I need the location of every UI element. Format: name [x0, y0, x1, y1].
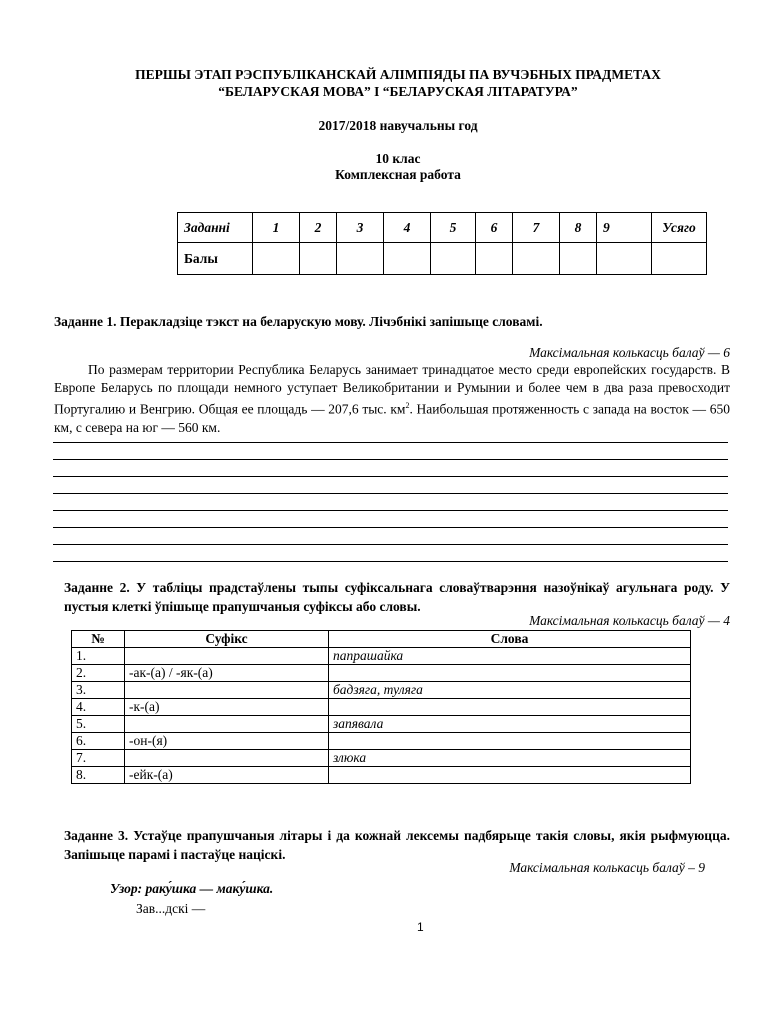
col-no: №	[72, 631, 125, 648]
task2-max-points: Максімальная колькасць балаў — 4	[529, 613, 730, 628]
points-row-label: Балы	[178, 243, 253, 275]
task3-item-1: Зав...дскі —	[136, 901, 206, 916]
row-no: 6.	[72, 733, 125, 750]
points-cell-9[interactable]	[597, 243, 652, 275]
points-cell-3[interactable]	[337, 243, 384, 275]
table-row	[72, 682, 691, 699]
row-no: 4.	[72, 699, 125, 716]
words-cell: злюка	[329, 750, 691, 767]
table-row	[72, 648, 691, 665]
suffix-cell: -он-(я)	[125, 733, 329, 750]
points-cell-7[interactable]	[513, 243, 560, 275]
score-table-header-row	[178, 213, 707, 243]
points-cell-2[interactable]	[300, 243, 337, 275]
table-row	[72, 665, 691, 682]
page-number: 1	[417, 920, 424, 934]
score-col-8: 8	[560, 213, 597, 243]
work-type: Комплексная работа	[335, 167, 461, 182]
answer-line[interactable]	[53, 459, 728, 460]
table-row	[72, 733, 691, 750]
row-no: 8.	[72, 767, 125, 784]
suffix-cell: -к-(а)	[125, 699, 329, 716]
points-cell-6[interactable]	[476, 243, 513, 275]
score-row-label: Заданні	[178, 213, 253, 243]
task3-heading: Заданне 3. Устаўце прапушчаныя літары і да кожнай лексемы падбярыце такія словы, якія рыфмуюцца. Запішыце парамі і пастаўце націскі.	[64, 828, 730, 862]
words-cell: бадзяга, туляга	[329, 682, 691, 699]
col-suffix: Суфікс	[125, 631, 329, 648]
answer-line[interactable]	[53, 510, 728, 511]
points-cell-total[interactable]	[652, 243, 707, 275]
words-cell[interactable]	[329, 767, 691, 784]
table-row	[72, 767, 691, 784]
score-col-3: 3	[337, 213, 384, 243]
answer-line[interactable]	[53, 493, 728, 494]
suffix-table	[71, 630, 691, 784]
score-col-9: 9	[597, 213, 652, 243]
score-col-total: Усяго	[652, 213, 707, 243]
answer-line[interactable]	[53, 476, 728, 477]
table-row	[72, 699, 691, 716]
points-cell-1[interactable]	[253, 243, 300, 275]
points-cell-4[interactable]	[384, 243, 431, 275]
words-cell[interactable]	[329, 733, 691, 750]
task1-text-main: По размерам территории Республика Беларусь занимает тринадцатое место среди европейских государств. В Европе Беларусь по площади немного уступает Великобритании и Румынии и более чем в два раза превосходит Португалию и Венгрию. Общая ее площадь — 207,6 тыс. км	[54, 362, 730, 417]
words-cell: запявала	[329, 716, 691, 733]
suffix-cell[interactable]	[125, 750, 329, 767]
suffix-cell[interactable]	[125, 682, 329, 699]
row-no: 7.	[72, 750, 125, 767]
points-cell-5[interactable]	[431, 243, 476, 275]
row-no: 2.	[72, 665, 125, 682]
words-cell: папрашайка	[329, 648, 691, 665]
col-words: Слова	[329, 631, 691, 648]
grade: 10 клас	[375, 151, 421, 166]
olympiad-title-line1: ПЕРШЫ ЭТАП РЭСПУБЛІКАНСКАЙ АЛІМПІЯДЫ ПА ВУЧЭБНЫХ ПРАДМЕТАХ	[135, 67, 661, 82]
row-no: 5.	[72, 716, 125, 733]
score-col-1: 1	[253, 213, 300, 243]
task3-example: Узор: раку́шка — маку́шка.	[110, 881, 274, 896]
table-row	[72, 716, 691, 733]
task1-source-text	[54, 361, 730, 437]
score-col-2: 2	[300, 213, 337, 243]
suffix-cell[interactable]	[125, 648, 329, 665]
task1-max-points: Максімальная колькасць балаў — 6	[529, 345, 730, 360]
answer-line[interactable]	[53, 442, 728, 443]
score-col-5: 5	[431, 213, 476, 243]
words-cell[interactable]	[329, 699, 691, 716]
score-table	[177, 212, 707, 275]
task2-heading: Заданне 2. У табліцы прадстаўлены тыпы суфіксальнага словаўтварэння назоўнікаў агульнага роду. У пустыя клеткі ўпішыце прапушчаныя суфіксы або словы.	[64, 580, 730, 614]
row-no: 3.	[72, 682, 125, 699]
score-col-4: 4	[384, 213, 431, 243]
score-table-points-row	[178, 243, 707, 275]
score-col-7: 7	[513, 213, 560, 243]
answer-line[interactable]	[53, 561, 728, 562]
task1-text-end: . Наибольшая протяженность с запада на восток — 650 км, с севера на юг — 560 км.	[54, 401, 730, 435]
points-cell-8[interactable]	[560, 243, 597, 275]
task1-superscript: 2	[405, 401, 410, 410]
task1-heading: Заданне 1. Перакладзіце тэкст на беларускую мову. Лічэбнікі запішыце словамі.	[54, 314, 543, 329]
row-no: 1.	[72, 648, 125, 665]
suffix-cell[interactable]	[125, 716, 329, 733]
answer-line[interactable]	[53, 527, 728, 528]
olympiad-title-line2: “БЕЛАРУСКАЯ МОВА” І “БЕЛАРУСКАЯ ЛІТАРАТУРА”	[218, 84, 578, 99]
task3-max-points: Максімальная колькасць балаў – 9	[509, 860, 705, 875]
suffix-table-header	[72, 631, 691, 648]
suffix-cell: -ейк-(а)	[125, 767, 329, 784]
suffix-cell: -ак-(а) / -як-(а)	[125, 665, 329, 682]
table-row	[72, 750, 691, 767]
words-cell[interactable]	[329, 665, 691, 682]
answer-line[interactable]	[53, 544, 728, 545]
score-col-6: 6	[476, 213, 513, 243]
academic-year: 2017/2018 навучальны год	[318, 118, 478, 133]
